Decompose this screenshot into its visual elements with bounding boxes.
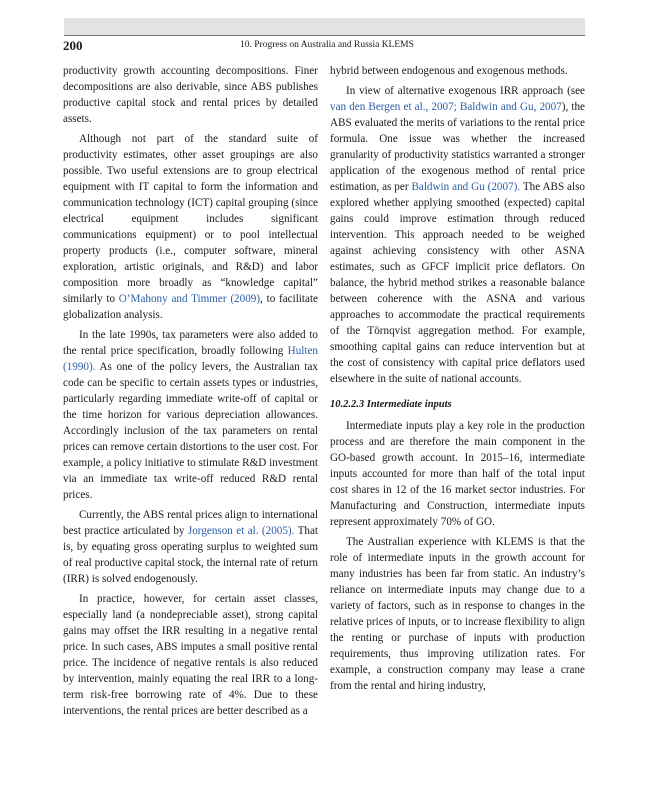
section-heading: 10.2.2.3 Intermediate inputs [330,399,452,410]
citation-link[interactable]: O’Mahony and Timmer (2009) [118,293,261,305]
text-span: The ABS also explored whether applying smoothed (expected) capital gains could improve estimation through reduced intervention. This approach needed to be weighed against achieving consistency with other ASNA estimates, such as GFCF implicit price deflators. On balance, the hybrid method strikes a reasonable balance between coherence with the ASNA and various approaches to accommodate the practical requirements of the Törnqvist aggregation method. For example, smoothing capital gains can reduce intervention but at the cost of consistency with capital price deflators used elsewhere in the suite of national accounts. [330,181,586,385]
right-paragraph-4: The Australian experience with KLEMS is that the role of intermediate inputs in the growth account for many industries has been far from static. An industry’s reliance on intermediate inputs may change due to a variety of factors, such as in response to changes in the relative prices of inputs, or to increase flexibility to align the renting or purchase of inputs with production requirements, thus improving utilization rates. For example, a construction company may lease a crane from the rental and hiring industry, [330,536,585,692]
right-paragraph-1: hybrid between endogenous and exogenous methods. [330,65,568,77]
text-span: In view of alternative exogenous IRR approach (see [346,85,585,97]
text-span: As one of the policy levers, the Australian tax code can be specific to certain assets types or industries, particularly regarding immediate write-off of capital or the time horizon for various depreciation allowances. Accordingly inclusion of the tax parameters on rental prices can remove certain distortions to the user cost. For example, a policy initiative to stimulate R&D investment via an immediate tax write-off reduced R&D rental prices. [63,361,318,501]
header-rule [64,35,585,36]
left-column [63,63,318,719]
citation-link[interactable]: Hulten (1990). [63,345,318,373]
citation-link[interactable]: Baldwin and Gu (2007). [411,181,521,193]
page-number: 200 [63,38,83,53]
text-span: Currently, the ABS rental prices align to international best practice articulated by [63,509,318,537]
text-span: ), the ABS evaluated the merits of variations to the rental price formula. One issue was whether the increased granularity of productivity statistics warranted a stronger application of the exogenous method of rental price estimation, as per [330,101,585,193]
running-head: 10. Progress on Australia and Russia KLEMS [240,40,414,50]
right-column [330,63,585,694]
text-span: , to facilitate globalization analysis. [63,293,318,321]
left-paragraph-3 [63,327,318,503]
text-span: That is, by equating gross operating surplus to weighted sum of real productive capital stock, the internal rate of return (IRR) is solved endogenously. [63,525,319,585]
right-paragraph-3: Intermediate inputs play a key role in the production process and are therefore the main component in the GO-based growth account. In 2015–16, intermediate inputs accounted for more than half of the total input cost shares in 12 of the 16 market sector industries. For Manufacturing and Construction, intermediate inputs represent approximately 70% of GO. [330,420,585,528]
text-span: In the late 1990s, tax parameters were also added to the rental price specification, broadly following [63,329,318,357]
text-span: Although not part of the standard suite of productivity estimates, other asset groupings are also possible. Two useful extensions are to group electrical equipment with IT capital to form the information and communication technology (ICT) capital grouping (since electrical equipment includes significant communications equipment) or to pool intellectual property products (i.e., computer software, mineral exploration, artistic originals, and R&D) and labor composition more broadly as “knowledge capital” similarly to [63,133,318,305]
citation-link[interactable]: van den Bergen et al., 2007; Baldwin and Gu, 2007 [330,101,562,113]
citation-link[interactable]: Jorgenson et al. (2005). [187,525,295,537]
right-paragraph-2 [330,83,585,387]
left-paragraph-2 [63,131,318,323]
left-paragraph-5: In practice, however, for certain asset classes, especially land (a nondepreciable asset), strong capital gains may offset the IRR resulting in a negative rental price. In such cases, ABS imputes a small positive rental price. The incidence of negative rentals is also reduced by intervention, mainly equating the real IRR to a long-term risk-free borrowing rate of 4%. Due to these interventions, the rental prices are better described as a [63,593,318,717]
header-band [64,18,585,35]
left-paragraph-1: productivity growth accounting decompositions. Finer decompositions are also derivable, since ABS publishes productive capital stock and rental prices by detailed assets. [63,65,318,125]
left-paragraph-4 [63,507,318,587]
